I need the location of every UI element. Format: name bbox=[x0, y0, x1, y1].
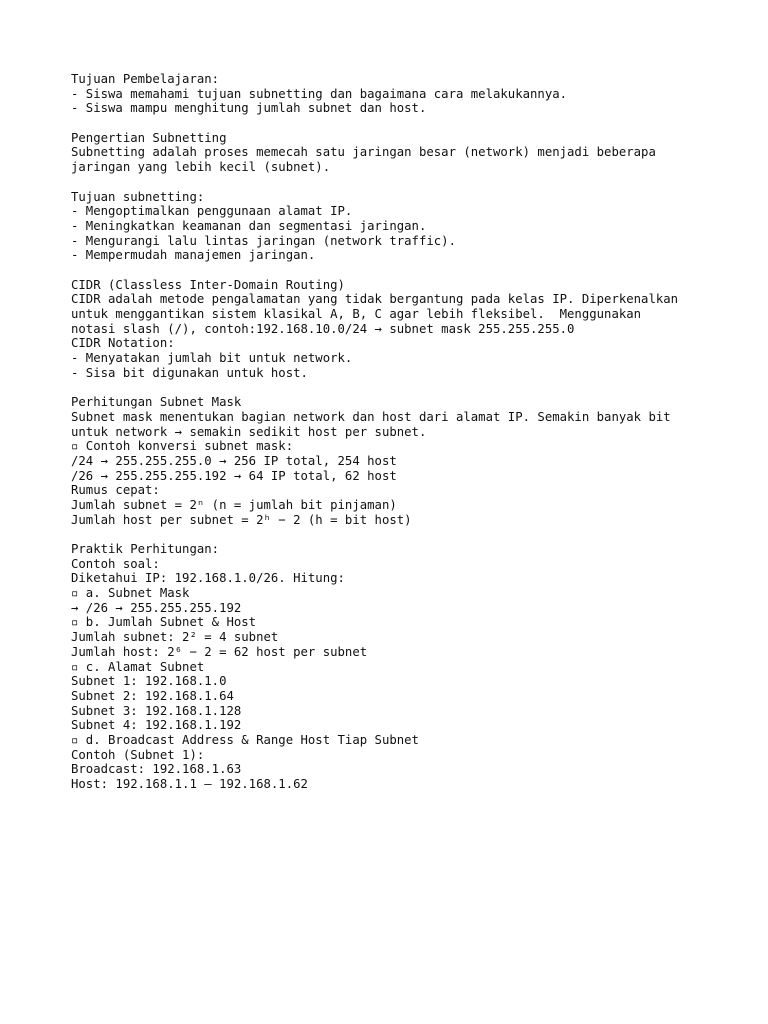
list-item: - Siswa mampu menghitung jumlah subnet dan host. bbox=[71, 101, 427, 116]
list-item: - Mengoptimalkan penggunaan alamat IP. bbox=[71, 204, 353, 219]
text-line: Subnet 3: 192.168.1.128 bbox=[71, 703, 242, 718]
text-line: notasi slash (/), contoh:192.168.10.0/24 → subnet mask 255.255.255.0 bbox=[71, 321, 575, 336]
list-item: - Siswa memahami tujuan subnetting dan bagaimana cara melakukannya. bbox=[71, 86, 568, 101]
text-line: Jumlah subnet = 2ⁿ (n = jumlah bit pinjaman) bbox=[71, 497, 397, 512]
text-line: ▫ Contoh konversi subnet mask: bbox=[71, 439, 294, 454]
list-item: - Mempermudah manajemen jaringan. bbox=[71, 248, 316, 263]
text-line: ▫ c. Alamat Subnet bbox=[71, 659, 205, 674]
text-line: Diketahui IP: 192.168.1.0/26. Hitung: bbox=[71, 571, 345, 586]
text-line: /24 → 255.255.255.0 → 256 IP total, 254 host bbox=[71, 453, 397, 468]
section-tujuan-subnetting bbox=[71, 190, 751, 263]
text-line: Subnetting adalah proses memecah satu jaringan besar (network) menjadi beberapa bbox=[71, 145, 656, 160]
paragraph-gap bbox=[71, 380, 751, 395]
paragraph-gap bbox=[71, 527, 751, 542]
paragraph-gap bbox=[71, 116, 751, 131]
paragraph-gap bbox=[71, 175, 751, 190]
section-tujuan-pembelajaran bbox=[71, 72, 751, 116]
text-line: ▫ d. Broadcast Address & Range Host Tiap Subnet bbox=[71, 732, 419, 747]
list-item: - Sisa bit digunakan untuk host. bbox=[71, 365, 308, 380]
text-line: Rumus cepat: bbox=[71, 483, 160, 498]
text-line: Jumlah subnet: 2² = 4 subnet bbox=[71, 630, 279, 645]
paragraph-gap bbox=[71, 263, 751, 278]
text-line: Subnet 2: 192.168.1.64 bbox=[71, 688, 234, 703]
text-line: Broadcast: 192.168.1.63 bbox=[71, 762, 242, 777]
section-heading: Tujuan Pembelajaran: bbox=[71, 72, 220, 86]
section-heading: Praktik Perhitungan: bbox=[71, 542, 220, 556]
text-line: Host: 192.168.1.1 – 192.168.1.62 bbox=[71, 777, 308, 791]
text-line: Subnet 1: 192.168.1.0 bbox=[71, 674, 227, 689]
text-line: Jumlah host per subnet = 2ʰ − 2 (h = bit host) bbox=[71, 512, 412, 527]
text-line: /26 → 255.255.255.192 → 64 IP total, 62 host bbox=[71, 468, 397, 483]
section-heading: Tujuan subnetting: bbox=[71, 189, 205, 204]
text-line: untuk menggantikan sistem klasikal A, B, C agar lebih fleksibel. Menggunakan bbox=[71, 307, 642, 321]
list-item: - Meningkatkan keamanan dan segmentasi jaringan. bbox=[71, 218, 427, 233]
text-line: Contoh soal: bbox=[71, 556, 160, 571]
section-praktik-perhitungan bbox=[71, 542, 751, 792]
section-heading: Pengertian Subnetting bbox=[71, 130, 227, 145]
document-page bbox=[71, 72, 751, 792]
text-line: Contoh (Subnet 1): bbox=[71, 747, 205, 762]
section-heading: Perhitungan Subnet Mask bbox=[71, 395, 242, 410]
section-heading: CIDR (Classless Inter-Domain Routing) bbox=[71, 277, 345, 292]
list-item: - Mengurangi lalu lintas jaringan (network traffic). bbox=[71, 233, 456, 248]
text-line: Subnet 4: 192.168.1.192 bbox=[71, 718, 242, 733]
text-line: jaringan yang lebih kecil (subnet). bbox=[71, 160, 331, 175]
text-line: Jumlah host: 2⁶ − 2 = 62 host per subnet bbox=[71, 644, 368, 659]
section-pengertian-subnetting bbox=[71, 131, 751, 175]
text-line: Subnet mask menentukan bagian network dan host dari alamat IP. Semakin banyak bit bbox=[71, 409, 671, 424]
text-line: CIDR adalah metode pengalamatan yang tidak bergantung pada kelas IP. Diperkenalkan bbox=[71, 292, 679, 307]
text-line: ▫ b. Jumlah Subnet & Host bbox=[71, 615, 257, 630]
text-line: untuk network → semakin sedikit host per subnet. bbox=[71, 424, 427, 439]
section-cidr bbox=[71, 278, 751, 381]
text-line: → /26 → 255.255.255.192 bbox=[71, 600, 242, 615]
section-perhitungan-subnet-mask bbox=[71, 395, 751, 527]
list-item: - Menyatakan jumlah bit untuk network. bbox=[71, 351, 353, 366]
text-line: ▫ a. Subnet Mask bbox=[71, 586, 190, 601]
text-line: CIDR Notation: bbox=[71, 336, 175, 351]
